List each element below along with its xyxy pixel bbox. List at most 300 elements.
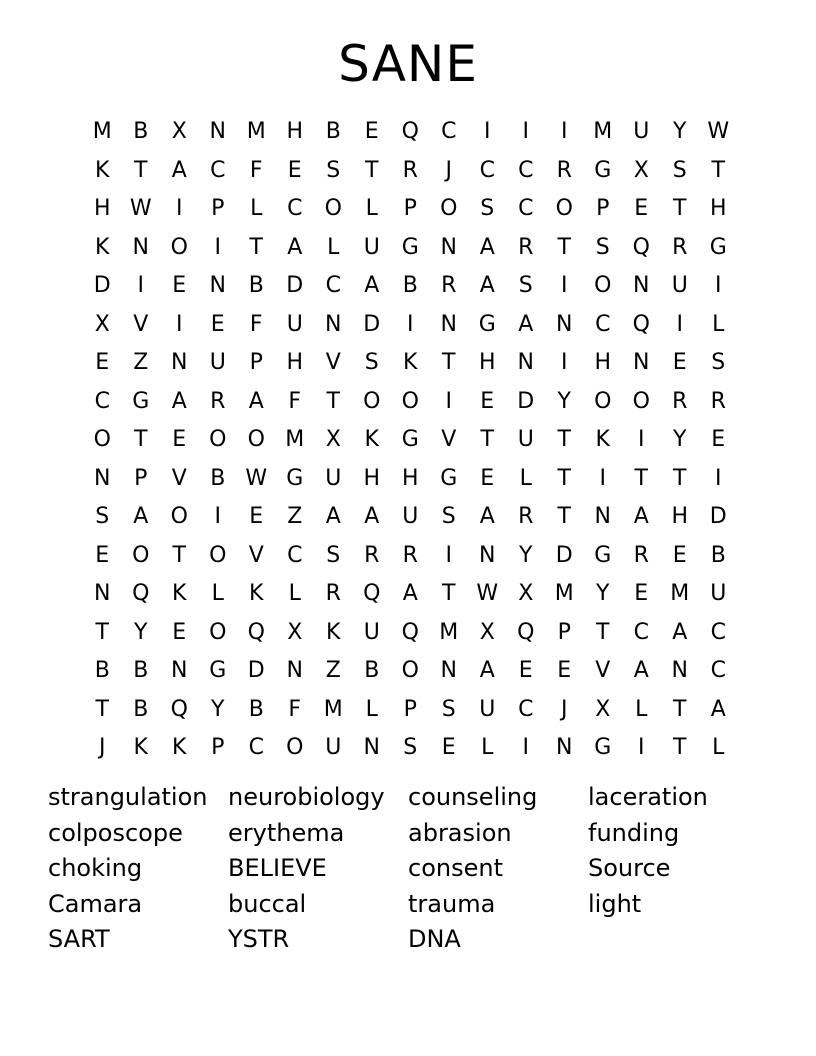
grid-letter: G <box>401 234 419 260</box>
grid-letter: I <box>715 465 722 491</box>
grid-letter: N <box>325 311 342 337</box>
grid-letter: S <box>441 504 456 530</box>
grid-letter: P <box>403 196 417 222</box>
grid-letter: G <box>209 658 227 684</box>
grid-letter: K <box>95 234 110 260</box>
grid-letter: U <box>710 581 727 607</box>
grid-letter: W <box>129 196 152 222</box>
grid-letter: I <box>715 273 722 299</box>
grid-letter: H <box>363 465 381 491</box>
grid-letter: N <box>633 273 650 299</box>
grid-letter: A <box>479 234 495 260</box>
grid-letter: L <box>250 196 263 222</box>
grid-letter: N <box>633 350 650 376</box>
grid-letter: A <box>479 273 495 299</box>
grid-letter: L <box>365 196 378 222</box>
grid-letter: E <box>480 388 495 414</box>
grid-letter: T <box>557 465 571 491</box>
grid-letter: Y <box>596 581 610 607</box>
grid-letter: U <box>633 119 650 145</box>
word-list-item: laceration <box>588 783 708 811</box>
grid-letter: K <box>326 619 341 645</box>
word-list-item: funding <box>588 818 680 847</box>
grid-letter: R <box>402 157 418 183</box>
grid-letter: D <box>93 273 111 299</box>
grid-letter: N <box>517 350 534 376</box>
grid-letter: L <box>712 311 725 337</box>
grid-letter: X <box>633 157 649 183</box>
grid-letter: R <box>364 542 380 568</box>
grid-letter: I <box>561 350 568 376</box>
grid-letter: L <box>519 465 532 491</box>
grid-letter: U <box>517 427 534 453</box>
grid-letter: T <box>557 234 571 260</box>
grid-letter: G <box>594 542 612 568</box>
grid-letter: R <box>210 388 226 414</box>
grid-letter: E <box>287 157 302 183</box>
grid-letter: O <box>363 388 381 414</box>
grid-letter: O <box>209 542 227 568</box>
grid-letter: Y <box>673 427 687 453</box>
grid-letter: R <box>710 388 726 414</box>
grid-letter: C <box>710 658 726 684</box>
grid-letter: U <box>325 465 342 491</box>
grid-letter: C <box>710 619 726 645</box>
grid-letter: P <box>211 196 225 222</box>
grid-letter: Q <box>517 619 535 645</box>
grid-letter: Q <box>132 581 150 607</box>
grid-letter: E <box>95 350 110 376</box>
grid-letter: A <box>518 311 534 337</box>
grid-letter: J <box>99 735 106 761</box>
grid-letter: K <box>249 581 264 607</box>
grid-letter: T <box>673 196 687 222</box>
grid-letter: M <box>92 119 112 145</box>
grid-letter: R <box>672 234 688 260</box>
grid-letter: R <box>402 542 418 568</box>
grid-letter: E <box>441 735 456 761</box>
grid-letter: J <box>445 157 452 183</box>
grid-letter: N <box>594 504 611 530</box>
grid-letter: E <box>557 658 572 684</box>
grid-letter: H <box>594 350 612 376</box>
grid-letter: U <box>402 504 419 530</box>
grid-letter: T <box>326 388 340 414</box>
grid-letter: I <box>522 119 529 145</box>
grid-letter: E <box>711 427 726 453</box>
word-list-item: Camara <box>48 889 143 918</box>
grid-letter: P <box>249 350 263 376</box>
grid-letter: L <box>327 234 340 260</box>
grid-letter: E <box>249 504 264 530</box>
grid-letter: A <box>633 504 649 530</box>
grid-letter: B <box>248 696 264 722</box>
grid-letter: K <box>595 427 610 453</box>
grid-letter: T <box>134 427 148 453</box>
grid-letter: T <box>557 427 571 453</box>
grid-letter: X <box>171 119 187 145</box>
grid-letter: M <box>670 581 690 607</box>
grid-letter: E <box>172 273 187 299</box>
grid-letter: Q <box>401 119 419 145</box>
grid-letter: M <box>554 581 574 607</box>
grid-letter: U <box>325 735 342 761</box>
grid-letter: A <box>710 696 726 722</box>
grid-letter: N <box>671 658 688 684</box>
grid-letter: X <box>94 311 110 337</box>
grid-letter: K <box>172 581 187 607</box>
grid-letter: N <box>209 119 226 145</box>
grid-letter: T <box>711 157 725 183</box>
grid-letter: Z <box>325 658 341 684</box>
grid-letter: Y <box>673 119 687 145</box>
word-list-item: YSTR <box>228 925 290 953</box>
grid-letter: T <box>480 427 494 453</box>
grid-letter: A <box>633 658 649 684</box>
grid-letter: R <box>325 581 341 607</box>
word-list-item: neurobiology <box>228 783 385 811</box>
grid-letter: I <box>445 542 452 568</box>
grid-letter: K <box>95 157 110 183</box>
grid-letter: H <box>93 196 111 222</box>
grid-letter: O <box>209 619 227 645</box>
grid-letter: O <box>594 273 612 299</box>
grid-letter: O <box>401 388 419 414</box>
grid-letter: O <box>132 542 150 568</box>
grid-letter: J <box>561 696 568 722</box>
grid-letter: V <box>595 658 611 684</box>
word-list-item: consent <box>408 854 503 882</box>
grid-letter: B <box>133 658 149 684</box>
grid-letter: I <box>599 465 606 491</box>
grid-letter: N <box>440 658 457 684</box>
grid-letter: S <box>441 696 456 722</box>
grid-letter: E <box>172 427 187 453</box>
grid-letter: B <box>210 465 226 491</box>
grid-letter: C <box>441 119 457 145</box>
grid-letter: C <box>287 196 303 222</box>
grid-letter: C <box>210 157 226 183</box>
grid-letter: T <box>673 696 687 722</box>
grid-letter: R <box>518 234 534 260</box>
grid-letter: I <box>137 273 144 299</box>
grid-letter: F <box>249 311 263 337</box>
grid-letter: I <box>176 311 183 337</box>
grid-letter: B <box>248 273 264 299</box>
grid-letter: G <box>132 388 150 414</box>
grid-letter: Y <box>519 542 533 568</box>
grid-letter: L <box>712 735 725 761</box>
grid-letter: U <box>209 350 226 376</box>
grid-letter: A <box>364 273 380 299</box>
grid-letter: N <box>286 658 303 684</box>
grid-letter: O <box>440 196 458 222</box>
grid-letter: B <box>325 119 341 145</box>
grid-letter: Q <box>401 619 419 645</box>
grid-letter: U <box>286 311 303 337</box>
letter-grid <box>83 113 738 768</box>
grid-letter: R <box>556 157 572 183</box>
grid-letter: G <box>478 311 496 337</box>
grid-letter: E <box>364 119 379 145</box>
grid-letter: L <box>211 581 224 607</box>
grid-letter: G <box>594 157 612 183</box>
word-list-item: strangulation <box>48 783 208 811</box>
grid-letter: B <box>94 658 110 684</box>
grid-letter: I <box>214 234 221 260</box>
grid-letter: I <box>484 119 491 145</box>
grid-letter: H <box>709 196 727 222</box>
grid-letter: C <box>633 619 649 645</box>
grid-letter: I <box>176 196 183 222</box>
grid-letter: Q <box>632 234 650 260</box>
grid-letter: K <box>403 350 418 376</box>
grid-letter: O <box>555 196 573 222</box>
grid-letter: T <box>95 619 109 645</box>
grid-letter: I <box>522 735 529 761</box>
grid-letter: S <box>672 157 687 183</box>
grid-letter: G <box>401 427 419 453</box>
grid-letter: P <box>557 619 571 645</box>
grid-letter: X <box>518 581 534 607</box>
grid-letter: W <box>476 581 499 607</box>
grid-letter: P <box>596 196 610 222</box>
grid-letter: Q <box>632 311 650 337</box>
grid-letter: E <box>634 196 649 222</box>
grid-letter: M <box>593 119 613 145</box>
grid-letter: U <box>363 619 380 645</box>
grid-letter: O <box>247 427 265 453</box>
grid-letter: D <box>247 658 265 684</box>
grid-letter: H <box>401 465 419 491</box>
grid-letter: X <box>595 696 611 722</box>
grid-letter: N <box>479 542 496 568</box>
grid-letter: N <box>94 465 111 491</box>
grid-letter: U <box>479 696 496 722</box>
grid-letter: B <box>710 542 726 568</box>
grid-letter: O <box>594 388 612 414</box>
grid-letter: K <box>133 735 148 761</box>
grid-letter: N <box>556 735 573 761</box>
grid-letter: M <box>246 119 266 145</box>
grid-letter: W <box>245 465 268 491</box>
word-list <box>48 780 768 958</box>
grid-letter: Y <box>211 696 225 722</box>
grid-letter: B <box>133 119 149 145</box>
grid-letter: O <box>170 504 188 530</box>
word-list-item: erythema <box>228 818 345 847</box>
grid-letter: H <box>671 504 689 530</box>
grid-letter: M <box>285 427 305 453</box>
grid-letter: Z <box>133 350 149 376</box>
grid-letter: K <box>172 735 187 761</box>
grid-letter: L <box>481 735 494 761</box>
grid-letter: D <box>517 388 535 414</box>
grid-letter: X <box>479 619 495 645</box>
page-title: SANE <box>338 35 478 93</box>
grid-letter: N <box>363 735 380 761</box>
grid-letter: S <box>518 273 533 299</box>
grid-letter: S <box>326 157 341 183</box>
grid-letter: G <box>709 234 727 260</box>
grid-letter: O <box>286 735 304 761</box>
grid-letter: I <box>407 311 414 337</box>
grid-letter: I <box>445 388 452 414</box>
grid-letter: A <box>479 504 495 530</box>
grid-letter: N <box>440 234 457 260</box>
grid-letter: I <box>561 273 568 299</box>
grid-letter: S <box>595 234 610 260</box>
grid-letter: R <box>672 388 688 414</box>
word-list-item: abrasion <box>408 818 512 847</box>
grid-letter: D <box>709 504 727 530</box>
grid-letter: N <box>556 311 573 337</box>
word-list-item: counseling <box>408 783 538 811</box>
grid-letter: G <box>594 735 612 761</box>
grid-letter: O <box>209 427 227 453</box>
grid-letter: P <box>403 696 417 722</box>
grid-letter: T <box>172 542 186 568</box>
grid-letter: C <box>518 696 534 722</box>
grid-letter: I <box>638 735 645 761</box>
grid-letter: A <box>171 388 187 414</box>
grid-letter: H <box>478 350 496 376</box>
grid-letter: I <box>676 311 683 337</box>
grid-letter: N <box>94 581 111 607</box>
grid-letter: F <box>249 157 263 183</box>
grid-letter: T <box>673 735 687 761</box>
grid-letter: M <box>323 696 343 722</box>
grid-letter: C <box>518 157 534 183</box>
grid-letter: C <box>595 311 611 337</box>
grid-letter: C <box>248 735 264 761</box>
grid-letter: A <box>171 157 187 183</box>
grid-letter: T <box>134 157 148 183</box>
grid-letter: S <box>711 350 726 376</box>
grid-letter: B <box>364 658 380 684</box>
grid-letter: A <box>672 619 688 645</box>
word-list-item: BELIEVE <box>228 854 327 882</box>
grid-letter: G <box>286 465 304 491</box>
grid-letter: Q <box>247 619 265 645</box>
grid-letter: H <box>286 119 304 145</box>
grid-letter: T <box>249 234 263 260</box>
grid-letter: Y <box>557 388 571 414</box>
grid-letter: Q <box>363 581 381 607</box>
grid-letter: L <box>635 696 648 722</box>
word-list-item: DNA <box>408 925 461 953</box>
grid-letter: T <box>442 350 456 376</box>
grid-letter: Z <box>287 504 303 530</box>
grid-letter: N <box>209 273 226 299</box>
grid-letter: D <box>286 273 304 299</box>
grid-letter: B <box>402 273 418 299</box>
grid-letter: T <box>95 696 109 722</box>
grid-letter: O <box>93 427 111 453</box>
grid-letter: E <box>172 619 187 645</box>
grid-letter: E <box>210 311 225 337</box>
word-list-item: SART <box>48 925 110 953</box>
grid-letter: V <box>325 350 341 376</box>
grid-letter: A <box>325 504 341 530</box>
grid-letter: T <box>442 581 456 607</box>
grid-letter: P <box>211 735 225 761</box>
grid-letter: F <box>288 696 302 722</box>
grid-letter: T <box>673 465 687 491</box>
grid-letter: T <box>634 465 648 491</box>
grid-letter: X <box>287 619 303 645</box>
grid-letter: V <box>441 427 457 453</box>
grid-letter: E <box>480 465 495 491</box>
grid-letter: N <box>171 350 188 376</box>
grid-letter: A <box>287 234 303 260</box>
grid-letter: E <box>672 350 687 376</box>
grid-letter: A <box>364 504 380 530</box>
grid-letter: S <box>95 504 110 530</box>
grid-letter: C <box>94 388 110 414</box>
grid-letter: H <box>286 350 304 376</box>
word-list-item: colposcope <box>48 818 183 847</box>
grid-letter: C <box>325 273 341 299</box>
grid-letter: M <box>439 619 459 645</box>
grid-letter: R <box>441 273 457 299</box>
grid-letter: R <box>633 542 649 568</box>
word-list-item: buccal <box>228 889 307 918</box>
grid-letter: O <box>170 234 188 260</box>
grid-letter: S <box>403 735 418 761</box>
grid-letter: Y <box>134 619 148 645</box>
grid-letter: V <box>133 311 149 337</box>
grid-letter: I <box>214 504 221 530</box>
grid-letter: N <box>440 311 457 337</box>
grid-letter: T <box>596 619 610 645</box>
grid-letter: A <box>248 388 264 414</box>
word-list-item: choking <box>48 854 143 882</box>
grid-letter: D <box>555 542 573 568</box>
grid-letter: G <box>440 465 458 491</box>
grid-letter: E <box>672 542 687 568</box>
grid-letter: T <box>365 157 379 183</box>
grid-letter: E <box>518 658 533 684</box>
grid-letter: O <box>324 196 342 222</box>
grid-letter: N <box>171 658 188 684</box>
grid-letter: Q <box>170 696 188 722</box>
grid-letter: I <box>561 119 568 145</box>
grid-letter: E <box>95 542 110 568</box>
word-list-item: Source <box>588 854 671 882</box>
grid-letter: C <box>479 157 495 183</box>
grid-letter: R <box>518 504 534 530</box>
grid-letter: K <box>364 427 379 453</box>
grid-letter: P <box>134 465 148 491</box>
grid-letter: O <box>401 658 419 684</box>
grid-letter: L <box>365 696 378 722</box>
grid-letter: U <box>671 273 688 299</box>
word-list-item: light <box>588 889 642 918</box>
grid-letter: L <box>288 581 301 607</box>
grid-letter: F <box>288 388 302 414</box>
grid-letter: S <box>480 196 495 222</box>
grid-letter: C <box>518 196 534 222</box>
grid-letter: W <box>707 119 730 145</box>
grid-letter: E <box>634 581 649 607</box>
word-list-item: trauma <box>408 889 496 918</box>
grid-letter: N <box>132 234 149 260</box>
grid-letter: V <box>248 542 264 568</box>
grid-letter: B <box>133 696 149 722</box>
grid-letter: O <box>632 388 650 414</box>
grid-letter: A <box>479 658 495 684</box>
